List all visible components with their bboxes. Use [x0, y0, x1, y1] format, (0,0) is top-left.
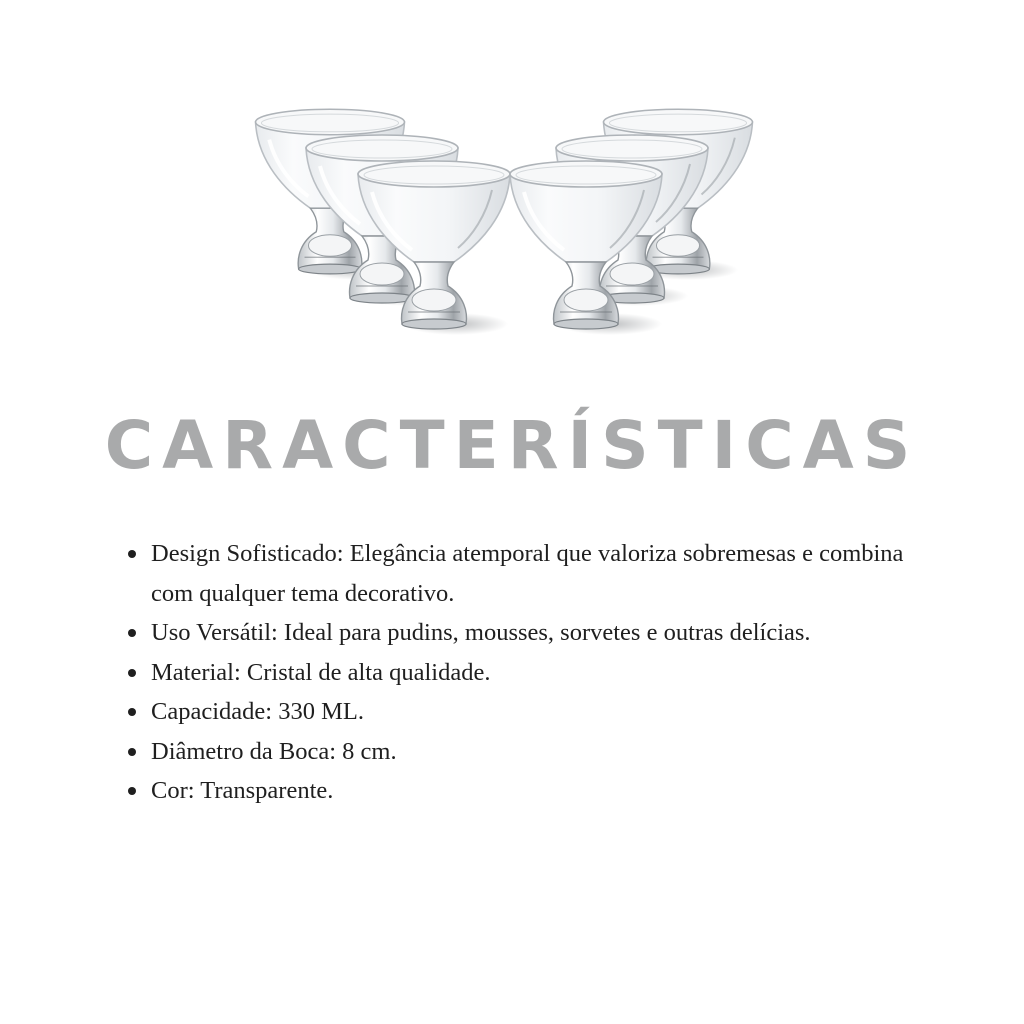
feature-text: Capacidade: 330 ML.	[151, 698, 364, 725]
bullet-icon	[128, 669, 136, 677]
feature-text: Cor: Transparente.	[151, 777, 334, 804]
feature-text: Design Sofisticado: Elegância atemporal que valoriza sobremesas e combina com qualquer tema decorativo.	[151, 540, 904, 607]
feature-text: Material: Cristal de alta qualidade.	[151, 658, 491, 686]
bullet-icon	[128, 550, 136, 558]
list-item	[122, 732, 922, 772]
bullet-icon	[128, 748, 136, 756]
list-item	[122, 771, 922, 811]
list-item	[122, 534, 922, 613]
bullet-icon	[128, 708, 136, 716]
bullet-icon	[128, 787, 136, 795]
list-item	[122, 613, 922, 653]
features-list	[122, 534, 922, 811]
list-item	[122, 653, 922, 693]
feature-text: Diâmetro da Boca: 8 cm.	[151, 737, 397, 765]
list-item	[122, 692, 922, 732]
section-heading: CARACTERÍSTICAS	[104, 407, 920, 484]
dessert-glasses-image	[230, 100, 790, 350]
feature-text: Uso Versátil: Ideal para pudins, mousses, sorvetes e outras delícias.	[151, 619, 811, 646]
bullet-icon	[128, 629, 136, 637]
